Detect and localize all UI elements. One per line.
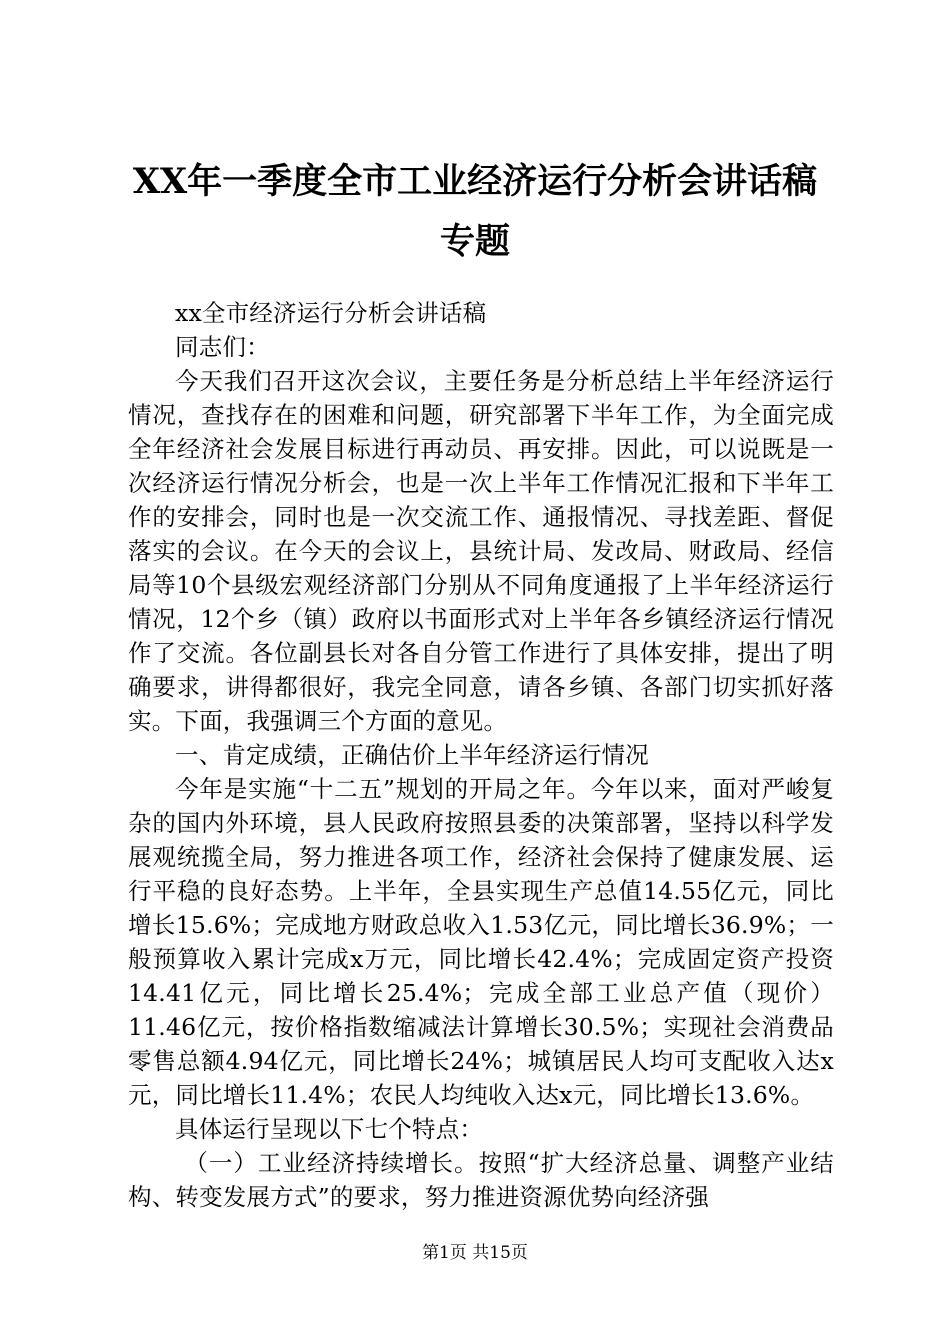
document-body [128, 296, 834, 1214]
achievements-paragraph: 今年是实施“十二五”规划的开局之年。今年以来，面对严峻复杂的国内外环境，县人民政府按照县委的决策部署，坚持以科学发展观统揽全局，努力推进各项工作，经济社会保持了健康发展、运行平稳的良好态势。上半年，全县实现生产总值14.55亿元，同比增长15.6%；完成地方财政总收入1.53亿元，同比增长36.9%；一般预算收入累计完成x万元，同比增长42.4%；完成固定资产投资14.41亿元，同比增长25.4%；完成全部工业总产值（现价）11.46亿元，按价格指数缩减法计算增长30.5%；实现社会消费品零售总额4.94亿元，同比增长24%；城镇居民人均可支配收入达x元，同比增长11.4%；农民人均纯收入达x元，同比增长13.6%。 [128, 775, 834, 1109]
document-title-line2: 专题 [439, 221, 510, 262]
features-intro-paragraph: 具体运行呈现以下七个特点： [175, 1115, 484, 1143]
subtitle-paragraph: xx全市经济运行分析会讲话稿 [175, 299, 487, 327]
page-number-footer: 第1页 共15页 [422, 1243, 528, 1263]
salutation-paragraph: 同志们： [175, 333, 270, 361]
intro-paragraph: 今天我们召开这次会议，主要任务是分析总结上半年经济运行情况，查找存在的困难和问题，研究部署下半年工作，为全面完成全年经济社会发展目标进行再动员、再安排。因此，可以说既是一次经济运行情况分析会，也是一次上半年工作情况汇报和下半年工作的安排会，同时也是一次交流工作、通报情况、寻找差距、督促落实的会议。在今天的会议上，县统计局、发改局、财政局、经信局等10个县级宏观经济部门分别从不同角度通报了上半年经济运行情况，12个乡（镇）政府以书面形式对上半年各乡镇经济运行情况作了交流。各位副县长对各自分管工作进行了具体安排，提出了明确要求，讲得都很好，我完全同意，请各乡镇、各部门切实抓好落实。下面，我强调三个方面的意见。 [128, 367, 834, 735]
feature-1-paragraph: （一）工业经济持续增长。按照“扩大经济总量、调整产业结构、转变发展方式”的要求，努力推进资源优势向经济强 [128, 1149, 834, 1211]
document-title-line1: XX年一季度全市工业经济运行分析会讲话稿 [132, 161, 818, 202]
section-heading-1: 一、肯定成绩，正确估价上半年经济运行情况 [175, 741, 649, 769]
